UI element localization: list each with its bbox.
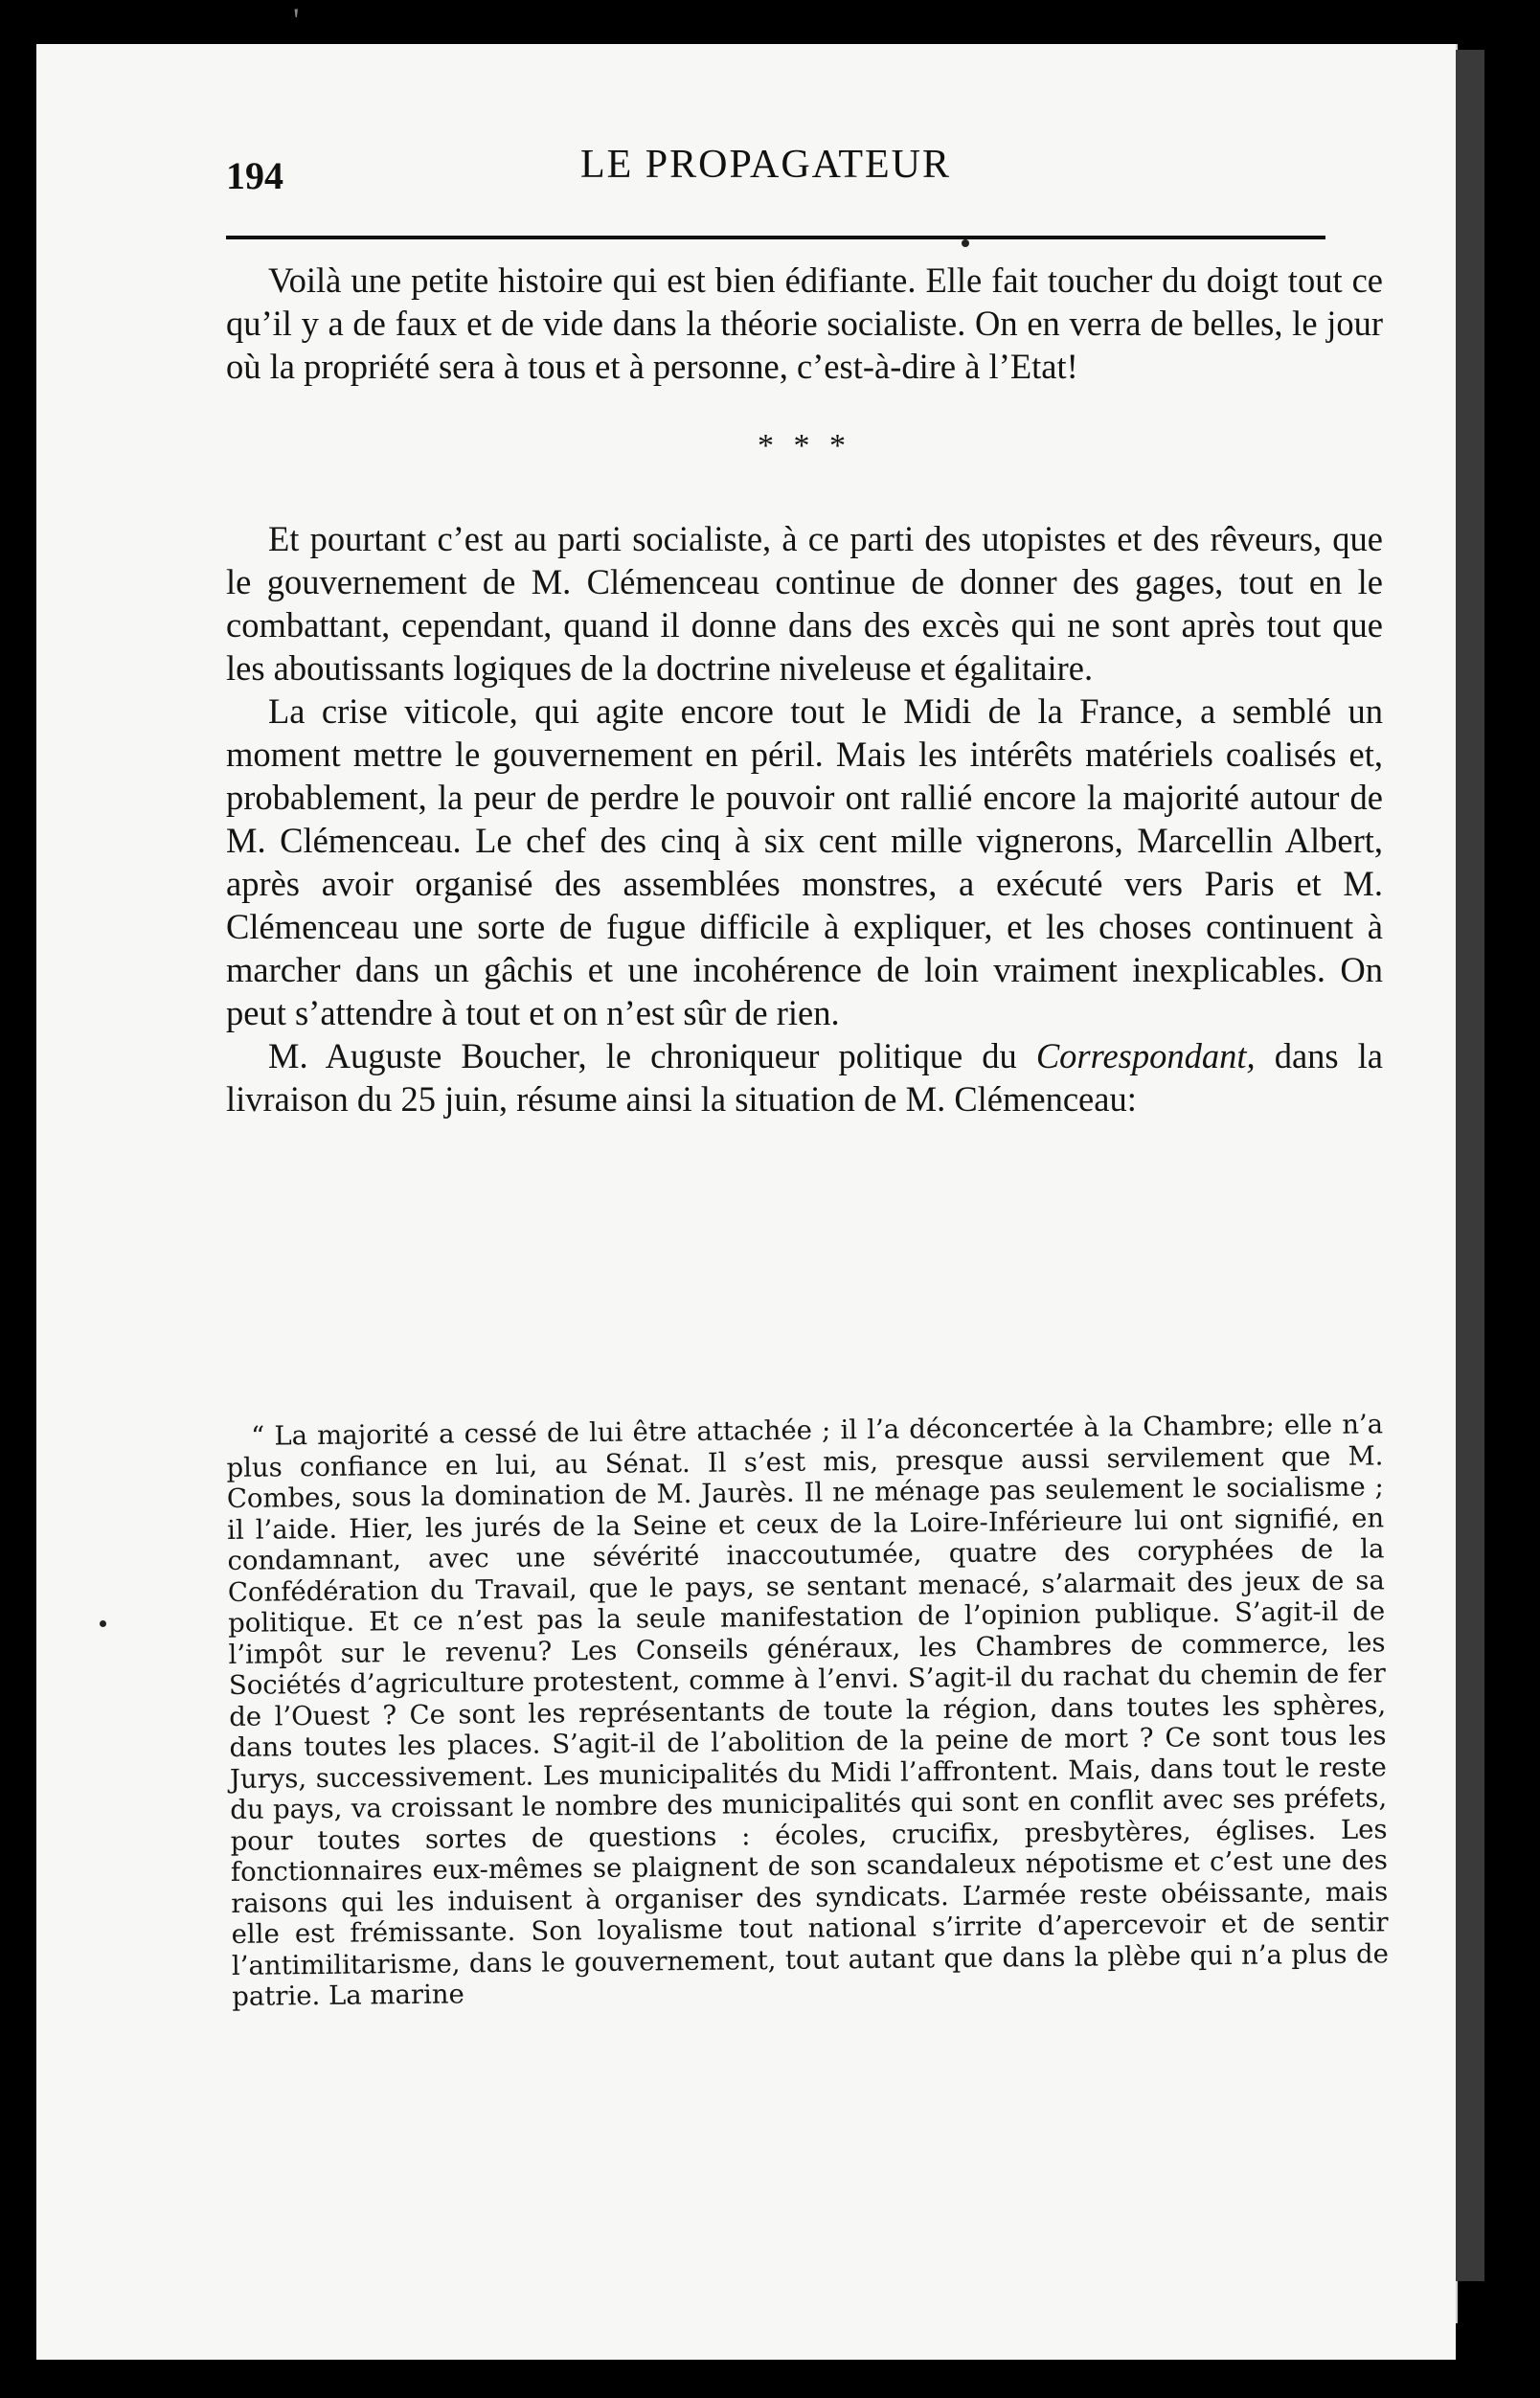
- paragraph-histoire: Voilà une petite histoire qui est bien édifiante. Elle fait toucher du doigt tout ce qu’il y a de faux et de vide dans la théorie socialiste. On en verra de belles, le jour où la propriété sera à tous et à personne, c’est-à-dire à l’Etat!: [226, 260, 1383, 386]
- paragraph-auguste-boucher: [226, 1034, 1383, 1120]
- paragraph-parti-socialiste: Et pourtant c’est au parti socialiste, à ce parti des utopistes et des rêveurs, que le gouvernement de M. Clémenceau continue de donner des gages, tout en le combattant, cependant, quand il donne dans des excès qui ne sont après tout que les aboutissants logiques de la doctrine niveleuse et égalitaire.: [226, 519, 1383, 688]
- block-quote: [226, 1409, 1389, 2012]
- running-head: [226, 143, 1345, 220]
- quote-text: “ La majorité a cessé de lui être attachée ; il l’a déconcertée à la Chambre; elle n’a plus confiance en lui, au Sénat. Il s’est mis, presque aussi servilement que M. Combes, sous la domination de M. Jaurès. Il ne ménage pas seulement le socialisme ; il l’aide. Hier, les jurés de la Seine et ceux de la Loire-Inférieure lui ont signifié, en condamnant, avec une sévérité inaccoutumée, quatre des coryphées de la Confédération du Travail, que le pays, se sentant menacé, s’alarmait des jeux de sa politique. Et ce n’est pas la seule manifestation de l’opinion publique. S’agit-il de l’impôt sur le revenu? Les Conseils généraux, les Chambres de commerce, les Sociétés d’agriculture protestent, comme à l’envi. S’agit-il du rachat du chemin de fer de l’Ouest ? Ce sont les représentants de toute la région, dans toutes les sphères, dans toutes les places. S’agit-il de l’abolition de la peine de mort ? Ce sont tous les Jurys, successivement. Les municipalités du Midi l’affrontent. Mais, dans tout le reste du pays, va croissant le nombre des municipalités qui sont en conflit avec ses préfets, pour toutes sortes de questions : écoles, crucifix, presbytères, églises. Les fonctionnaires eux-mêmes se plaignent de son scandaleux népotisme et c’est une des raisons qui les induisent à organiser des syndicats. L’armée reste obéissante, mais elle est frémissante. Son loyalisme tout national s’irrite d’apercevoir et de sentir l’antimilitarisme, dans le gouvernement, tout autant que dans la plèbe qui n’a plus de patrie. La marine: [226, 1409, 1390, 2012]
- running-title: LE PROPAGATEUR: [580, 143, 952, 187]
- header-rule: [226, 236, 1325, 239]
- ink-speck: [962, 239, 969, 247]
- page-number: 194: [226, 154, 283, 197]
- boucher-rest: dans la livraison du 25 juin, résume ainsi la situation de M. Clémenceau:: [226, 1036, 1383, 1119]
- correspondant-title: Correspondant,: [1035, 1036, 1256, 1075]
- ink-speck: [100, 1620, 106, 1627]
- boucher-intro: M. Auguste Boucher, le chroniqueur politique du: [268, 1036, 1036, 1075]
- binding-edge: [1456, 50, 1484, 2281]
- paragraph-crise-viticole: La crise viticole, qui agite encore tout le Midi de la France, a semblé un moment mettre le gouvernement en péril. Mais les intérêts matériels coalisés et, probablement, la peur de perdre le pouvoir ont rallié encore la majorité autour de M. Clémenceau. Le chef des cinq à six cent mille vignerons, Marcellin Albert, après avoir organisé des assemblées monstres, a exécuté vers Paris et M. Clémenceau une sorte de fugue difficile à expliquer, et les choses continuent à marcher dans un gâchis et une incohérence de loin vraiment inexplicables. On peut s’attendre à tout et on n’est sûr de rien.: [226, 691, 1383, 1032]
- section-separator: * * *: [758, 428, 851, 464]
- tick-mark: ': [293, 1, 300, 39]
- main-text: [226, 259, 1383, 1120]
